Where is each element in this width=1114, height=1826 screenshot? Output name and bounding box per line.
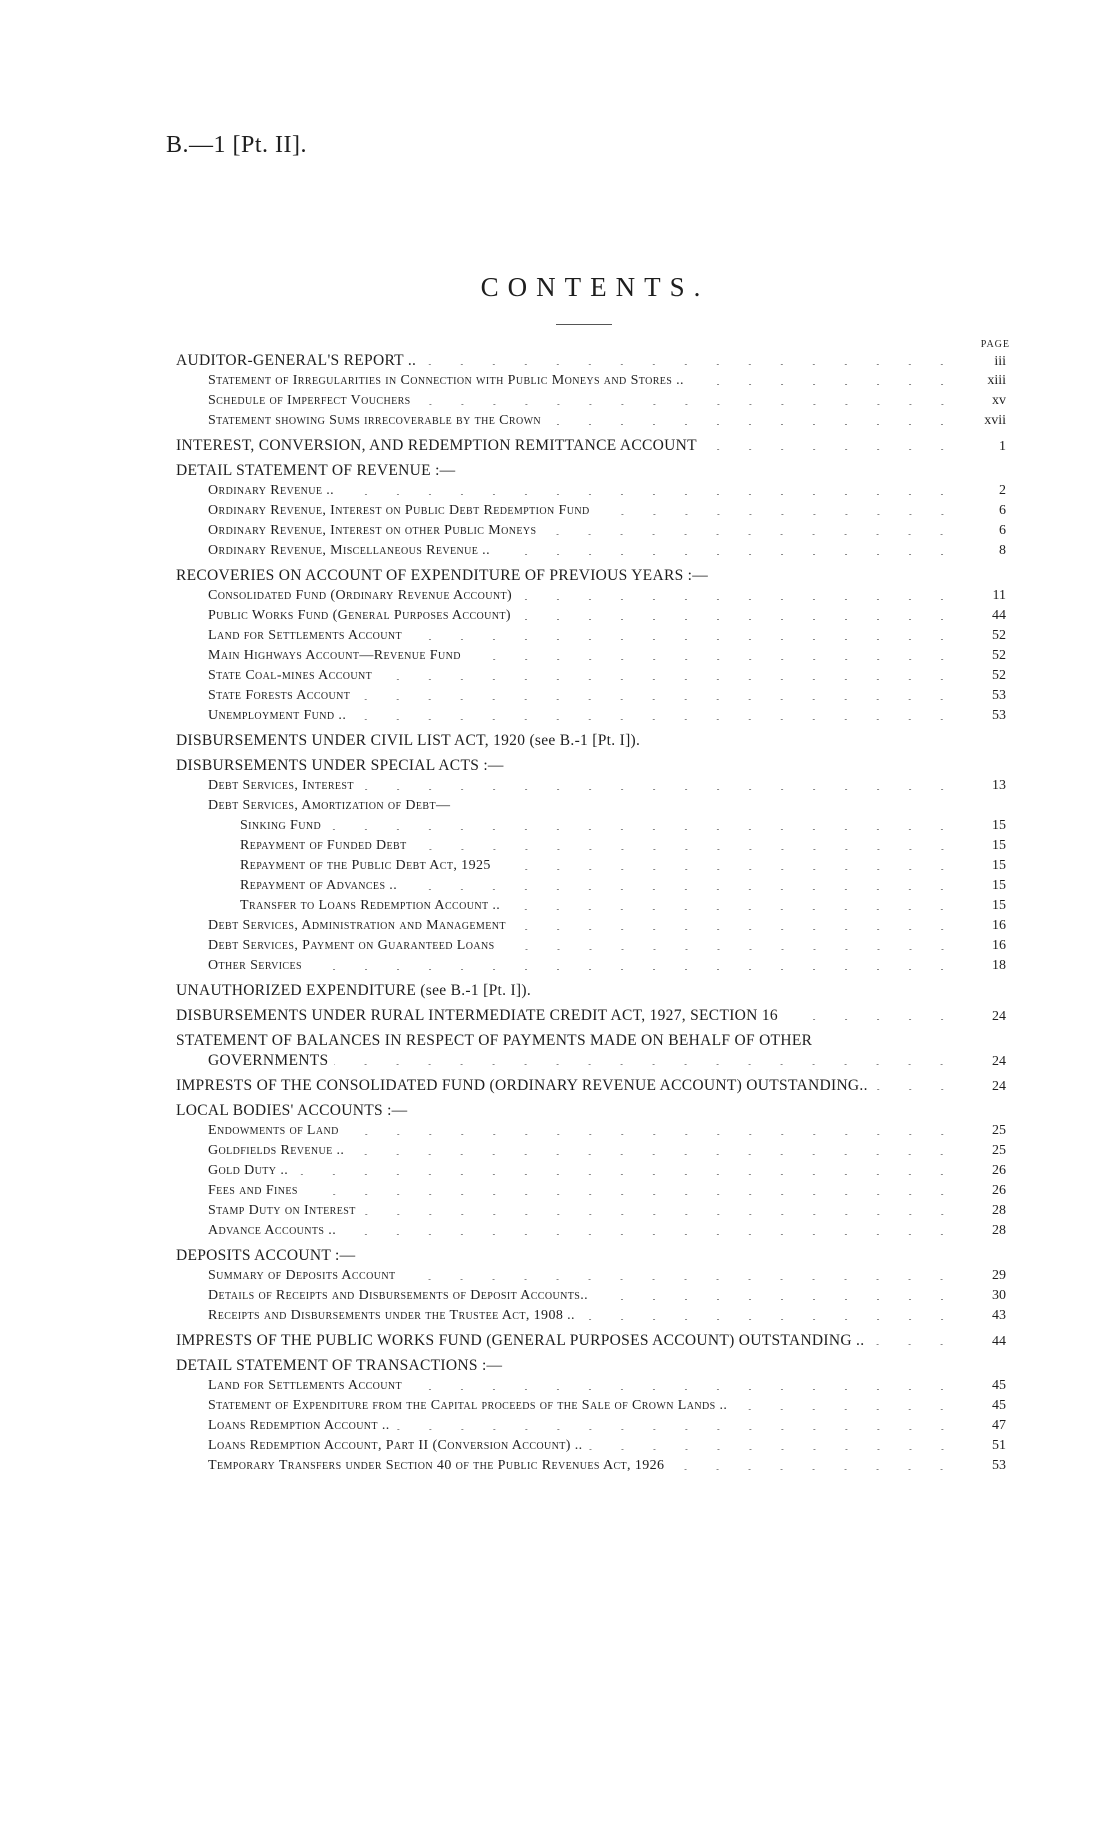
toc-entry xyxy=(176,1121,1006,1141)
toc-entry-label: Repayment of Advances .. xyxy=(240,876,403,896)
toc-entry-label: STATEMENT OF BALANCES IN RESPECT OF PAYMENTS MADE ON BEHALF OF OTHER xyxy=(176,1031,818,1051)
dot-leader xyxy=(340,494,958,495)
dot-leader xyxy=(417,404,958,405)
dot-leader xyxy=(403,889,958,890)
dot-leader xyxy=(413,849,958,850)
dot-leader xyxy=(308,969,958,970)
dot-leader xyxy=(352,719,958,720)
toc-entry-label: Receipts and Disbursements under the Trustee Act, 1908 .. xyxy=(208,1306,581,1326)
dot-leader xyxy=(396,1429,958,1430)
dot-leader xyxy=(422,364,958,365)
toc-entry-label: Repayment of the Public Debt Act, 1925 xyxy=(240,856,497,876)
toc-entry xyxy=(176,436,1006,456)
title-divider xyxy=(556,324,612,325)
dot-leader xyxy=(342,1234,958,1235)
toc-entry-label: Statement of Irregularities in Connection with Public Moneys and Stores .. xyxy=(208,371,690,391)
toc-entry xyxy=(176,896,1006,916)
toc-entry-page: 15 xyxy=(992,898,1006,913)
dot-leader xyxy=(350,1154,958,1155)
toc-entry-label: Transfer to Loans Redemption Account .. xyxy=(240,896,506,916)
toc-entry xyxy=(176,776,1006,796)
dot-leader xyxy=(304,1194,958,1195)
toc-entry-page: 30 xyxy=(992,1288,1006,1303)
toc-entry-label: Unemployment Fund .. xyxy=(208,706,352,726)
toc-entry-page: 47 xyxy=(992,1418,1006,1433)
toc-entry-page: 52 xyxy=(992,648,1006,663)
toc-entry-label: DISBURSEMENTS UNDER RURAL INTERMEDIATE CREDIT ACT, 1927, SECTION 16 xyxy=(176,1006,784,1026)
dot-leader xyxy=(501,949,958,950)
toc-entry xyxy=(176,1101,1006,1121)
toc-entry xyxy=(176,1006,1006,1026)
toc-entry-label: Ordinary Revenue, Miscellaneous Revenue .. xyxy=(208,541,496,561)
toc-entry-page: 15 xyxy=(992,878,1006,893)
toc-entry xyxy=(176,1416,1006,1436)
toc-entry xyxy=(176,481,1006,501)
toc-entry-label: Gold Duty .. xyxy=(208,1161,294,1181)
toc-entry-page: 53 xyxy=(992,708,1006,723)
toc-entry-page: xiii xyxy=(987,373,1006,388)
toc-entry xyxy=(176,646,1006,666)
toc-entry-page: 1 xyxy=(999,439,1006,454)
toc-entry-page: 24 xyxy=(992,1009,1006,1024)
toc-entry-label: Land for Settlements Account xyxy=(208,1376,408,1396)
toc-entry xyxy=(176,586,1006,606)
toc-entry xyxy=(176,1221,1006,1241)
toc-entry xyxy=(176,1051,1006,1071)
toc-entry xyxy=(176,1076,1006,1096)
toc-entry xyxy=(176,1331,1006,1351)
toc-entry-label: Fees and Fines xyxy=(208,1181,304,1201)
toc-entry-label: Other Services xyxy=(208,956,308,976)
toc-entry xyxy=(176,706,1006,726)
toc-entry xyxy=(176,1306,1006,1326)
toc-entry-label: Statement of Expenditure from the Capital proceeds of the Sale of Crown Lands .. xyxy=(208,1396,733,1416)
toc-entry-page: 15 xyxy=(992,858,1006,873)
dot-leader xyxy=(542,534,958,535)
toc-entry-label: IMPRESTS OF THE PUBLIC WORKS FUND (GENERAL PURPOSES ACCOUNT) OUTSTANDING .. xyxy=(176,1331,870,1351)
toc-entry xyxy=(176,756,1006,776)
toc-entry-page: xvii xyxy=(984,413,1006,428)
toc-entry-label: IMPRESTS OF THE CONSOLIDATED FUND (ORDINARY REVENUE ACCOUNT) OUTSTANDING.. xyxy=(176,1076,874,1096)
dot-leader xyxy=(594,1299,958,1300)
toc-entry-label: Repayment of Funded Debt xyxy=(240,836,413,856)
dot-leader xyxy=(784,1019,958,1020)
dot-leader xyxy=(334,1064,958,1065)
dot-leader xyxy=(497,869,958,870)
toc-entry xyxy=(176,351,1006,371)
toc-entry-label: LOCAL BODIES' ACCOUNTS :— xyxy=(176,1101,413,1121)
dot-leader xyxy=(362,1214,958,1215)
toc-entry xyxy=(176,1181,1006,1201)
toc-entry-page: 44 xyxy=(992,1334,1006,1349)
toc-entry-page: 28 xyxy=(992,1203,1006,1218)
toc-entry-label: Loans Redemption Account .. xyxy=(208,1416,396,1436)
toc-entry xyxy=(176,1246,1006,1266)
toc-entry-label: Advance Accounts .. xyxy=(208,1221,342,1241)
toc-entry-page: 16 xyxy=(992,938,1006,953)
toc-entry xyxy=(176,876,1006,896)
dot-leader xyxy=(547,424,958,425)
toc-entry-page: 25 xyxy=(992,1143,1006,1158)
document-reference: B.—1 [Pt. II]. xyxy=(166,132,307,158)
toc-entry-label: Land for Settlements Account xyxy=(208,626,408,646)
toc-entry xyxy=(176,461,1006,481)
toc-entry-label: AUDITOR-GENERAL'S REPORT .. xyxy=(176,351,422,371)
toc-entry-page: 29 xyxy=(992,1268,1006,1283)
dot-leader xyxy=(356,699,958,700)
toc-entry-label: Details of Receipts and Disbursements of Deposit Accounts.. xyxy=(208,1286,594,1306)
toc-entry-page: 26 xyxy=(992,1163,1006,1178)
toc-entry xyxy=(176,371,1006,391)
dot-leader xyxy=(408,639,958,640)
toc-entry-page: 53 xyxy=(992,1458,1006,1473)
toc-entry-page: 24 xyxy=(992,1054,1006,1069)
toc-entry-label: DETAIL STATEMENT OF TRANSACTIONS :— xyxy=(176,1356,508,1376)
toc-entry-label: Loans Redemption Account, Part II (Conversion Account) .. xyxy=(208,1436,589,1456)
toc-entry xyxy=(176,1436,1006,1456)
toc-entry-page: 52 xyxy=(992,628,1006,643)
toc-entry-label: DISBURSEMENTS UNDER CIVIL LIST ACT, 1920 (see B.-1 [Pt. I]). xyxy=(176,731,646,751)
toc-entry-label: Summary of Deposits Account xyxy=(208,1266,401,1286)
toc-entry-label: Stamp Duty on Interest xyxy=(208,1201,362,1221)
dot-leader xyxy=(596,514,958,515)
dot-leader xyxy=(589,1449,958,1450)
page-column-header: PAGE xyxy=(980,339,1010,350)
toc-entry-label: INTEREST, CONVERSION, AND REDEMPTION REMITTANCE ACCOUNT xyxy=(176,436,703,456)
dot-leader xyxy=(506,909,958,910)
toc-entry-page: 2 xyxy=(999,483,1006,498)
toc-entry-page: 26 xyxy=(992,1183,1006,1198)
dot-leader xyxy=(581,1319,958,1320)
dot-leader xyxy=(345,1134,958,1135)
toc-entry-page: 15 xyxy=(992,818,1006,833)
toc-entry-page: 28 xyxy=(992,1223,1006,1238)
toc-entry xyxy=(176,391,1006,411)
toc-entry xyxy=(176,1356,1006,1376)
dot-leader xyxy=(496,554,958,555)
toc-entry xyxy=(176,936,1006,956)
toc-entry-label: Debt Services, Administration and Management xyxy=(208,916,512,936)
toc-entry-label: State Forests Account xyxy=(208,686,356,706)
toc-entry-page: 16 xyxy=(992,918,1006,933)
toc-entry-page: 43 xyxy=(992,1308,1006,1323)
toc-entry xyxy=(176,956,1006,976)
dot-leader xyxy=(467,659,958,660)
dot-leader xyxy=(703,449,958,450)
dot-leader xyxy=(360,789,958,790)
toc-entry xyxy=(176,626,1006,646)
page-title: CONTENTS. xyxy=(480,272,710,302)
toc-entry xyxy=(176,686,1006,706)
toc-entry xyxy=(176,1286,1006,1306)
toc-entry-page: 45 xyxy=(992,1378,1006,1393)
toc-entry xyxy=(176,796,1006,816)
toc-entry-label: UNAUTHORIZED EXPENDITURE (see B.-1 [Pt. I]). xyxy=(176,981,537,1001)
toc-entry xyxy=(176,1456,1006,1476)
toc-entry-label: DEPOSITS ACCOUNT :— xyxy=(176,1246,361,1266)
toc-entry xyxy=(176,541,1006,561)
dot-leader xyxy=(870,1344,958,1345)
toc-entry-page: 45 xyxy=(992,1398,1006,1413)
toc-entry-label: RECOVERIES ON ACCOUNT OF EXPENDITURE OF PREVIOUS YEARS :— xyxy=(176,566,714,586)
dot-leader xyxy=(512,929,958,930)
toc-entry-label: Ordinary Revenue, Interest on Public Debt Redemption Fund xyxy=(208,501,596,521)
toc-entry-page: 44 xyxy=(992,608,1006,623)
dot-leader xyxy=(690,384,958,385)
toc-entry-label: DISBURSEMENTS UNDER SPECIAL ACTS :— xyxy=(176,756,510,776)
toc-entry-label: Consolidated Fund (Ordinary Revenue Account) xyxy=(208,586,518,606)
toc-entry-label: Schedule of Imperfect Vouchers xyxy=(208,391,417,411)
toc-entry xyxy=(176,731,1006,751)
toc-entry-label: Ordinary Revenue, Interest on other Public Moneys xyxy=(208,521,542,541)
dot-leader xyxy=(733,1409,958,1410)
toc-entry xyxy=(176,606,1006,626)
dot-leader xyxy=(408,1389,958,1390)
toc-entry xyxy=(176,1396,1006,1416)
toc-entry-label: Debt Services, Payment on Guaranteed Loans xyxy=(208,936,501,956)
toc-entry xyxy=(176,856,1006,876)
dot-leader xyxy=(670,1469,958,1470)
toc-entry xyxy=(176,666,1006,686)
toc-entry-label: Main Highways Account—Revenue Fund xyxy=(208,646,467,666)
toc-entry-label: GOVERNMENTS xyxy=(208,1051,334,1071)
toc-entry xyxy=(176,816,1006,836)
toc-entry-label: Sinking Fund xyxy=(240,816,327,836)
dot-leader xyxy=(517,619,958,620)
toc-entry-page: 18 xyxy=(992,958,1006,973)
dot-leader xyxy=(518,599,958,600)
toc-entry xyxy=(176,1376,1006,1396)
toc-entry-page: 6 xyxy=(999,503,1006,518)
toc-entry xyxy=(176,916,1006,936)
contents-list xyxy=(176,351,1006,1476)
toc-entry-page: 51 xyxy=(992,1438,1006,1453)
toc-entry-page: 6 xyxy=(999,523,1006,538)
toc-entry-label: Ordinary Revenue .. xyxy=(208,481,340,501)
toc-entry xyxy=(176,566,1006,586)
toc-entry xyxy=(176,1031,1006,1051)
toc-entry-page: xv xyxy=(992,393,1006,408)
toc-entry-page: 13 xyxy=(992,778,1006,793)
toc-entry-label: DETAIL STATEMENT OF REVENUE :— xyxy=(176,461,461,481)
dot-leader xyxy=(294,1174,958,1175)
toc-entry-page: 25 xyxy=(992,1123,1006,1138)
toc-entry xyxy=(176,981,1006,1001)
toc-entry xyxy=(176,1266,1006,1286)
toc-entry xyxy=(176,411,1006,431)
toc-entry xyxy=(176,521,1006,541)
toc-entry xyxy=(176,1201,1006,1221)
toc-entry xyxy=(176,501,1006,521)
toc-entry-page: 24 xyxy=(992,1079,1006,1094)
toc-entry-page: 8 xyxy=(999,543,1006,558)
toc-entry-label: Endowments of Land xyxy=(208,1121,345,1141)
toc-entry xyxy=(176,836,1006,856)
toc-entry-label: Debt Services, Interest xyxy=(208,776,360,796)
toc-entry-page: 15 xyxy=(992,838,1006,853)
toc-entry-label: Statement showing Sums irrecoverable by the Crown xyxy=(208,411,547,431)
dot-leader xyxy=(401,1279,958,1280)
toc-entry-label: Goldfields Revenue .. xyxy=(208,1141,350,1161)
toc-entry-page: 11 xyxy=(992,588,1006,603)
toc-entry-label: Temporary Transfers under Section 40 of the Public Revenues Act, 1926 xyxy=(208,1456,670,1476)
toc-entry-label: Public Works Fund (General Purposes Account) xyxy=(208,606,517,626)
dot-leader xyxy=(874,1089,958,1090)
toc-entry-label: State Coal-mines Account xyxy=(208,666,378,686)
toc-entry xyxy=(176,1141,1006,1161)
toc-entry-page: 53 xyxy=(992,688,1006,703)
toc-entry-label: Debt Services, Amortization of Debt— xyxy=(208,796,456,816)
toc-entry-page: 52 xyxy=(992,668,1006,683)
toc-entry-page: iii xyxy=(994,354,1006,369)
dot-leader xyxy=(378,679,958,680)
toc-entry xyxy=(176,1161,1006,1181)
dot-leader xyxy=(327,829,958,830)
